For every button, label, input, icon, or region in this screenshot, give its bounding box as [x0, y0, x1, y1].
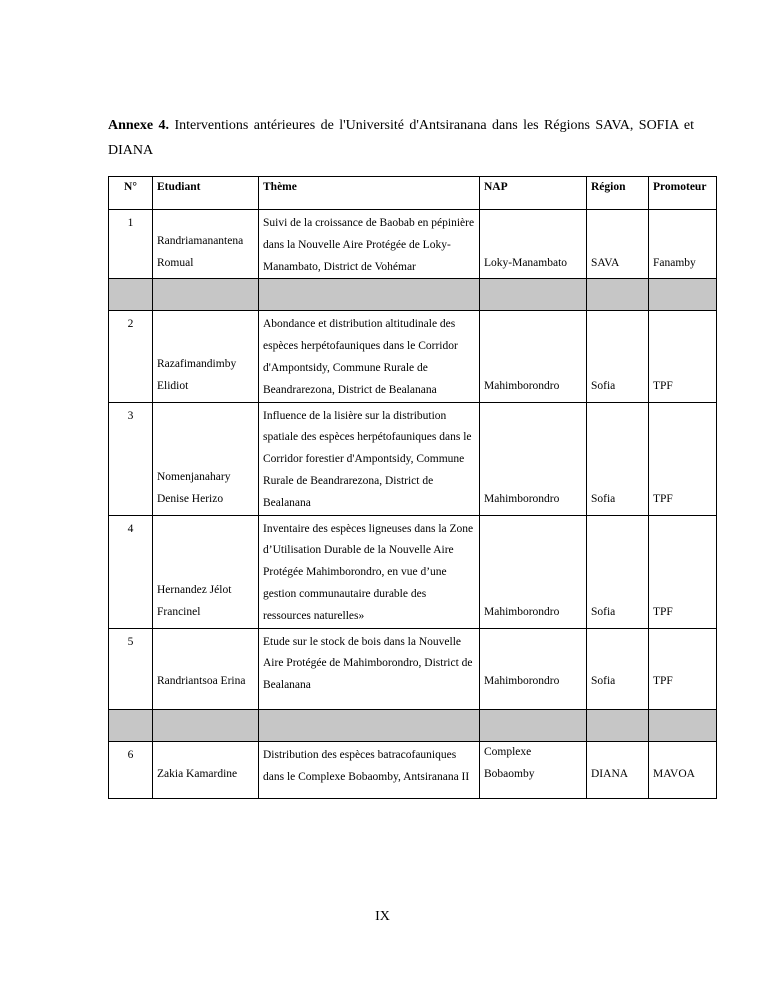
annex-heading [108, 113, 694, 163]
row-region: Sofia [587, 402, 649, 515]
annex-label: Annexe 4. [108, 118, 170, 133]
row-num: 6 [109, 741, 153, 798]
row-theme: Suivi de la croissance de Baobab en pépinière dans la Nouvelle Aire Protégée de Loky-Manambato, District de Vohémar [259, 210, 480, 279]
row-num: 3 [109, 402, 153, 515]
header-promoteur: Promoteur [649, 177, 717, 210]
table-separator-row [109, 279, 717, 311]
row-num: 4 [109, 515, 153, 628]
row-region: Sofia [587, 311, 649, 402]
table-separator-row [109, 709, 717, 741]
row-region: DIANA [587, 741, 649, 798]
row-theme: Etude sur le stock de bois dans la Nouvelle Aire Protégée de Mahimborondro, District de Bealanana [259, 628, 480, 709]
table-row [109, 515, 717, 628]
table-row [109, 741, 717, 798]
row-nap: Mahimborondro [480, 311, 587, 402]
header-theme: Thème [259, 177, 480, 210]
row-etudiant: Hernandez Jélot Francinel [153, 515, 259, 628]
row-region: Sofia [587, 628, 649, 709]
row-region: SAVA [587, 210, 649, 279]
row-promoteur: TPF [649, 311, 717, 402]
row-promoteur: TPF [649, 628, 717, 709]
row-theme: Influence de la lisière sur la distribution spatiale des espèces herpétofauniques dans le Corridor forestier d'Ampontsidy, Commune Rurale de Beandrarezona, District de Bealanana [259, 402, 480, 515]
row-promoteur: MAVOA [649, 741, 717, 798]
row-promoteur: TPF [649, 402, 717, 515]
header-nap: NAP [480, 177, 587, 210]
row-etudiant: Randriantsoa Erina [153, 628, 259, 709]
row-nap: Loky-Manambato [480, 210, 587, 279]
row-num: 5 [109, 628, 153, 709]
row-nap: Complexe Bobaomby [480, 741, 587, 798]
row-promoteur: Fanamby [649, 210, 717, 279]
row-theme: Abondance et distribution altitudinale des espèces herpétofauniques dans le Corridor d'Ampontsidy, Commune Rurale de Beandrarezona, District de Bealanana [259, 311, 480, 402]
table-row [109, 311, 717, 402]
table-row [109, 210, 717, 279]
header-region: Région [587, 177, 649, 210]
annex-title: Interventions antérieures de l'Université d'Antsiranana dans les Régions SAVA, SOFIA et DIANA [108, 118, 694, 158]
row-nap: Mahimborondro [480, 402, 587, 515]
interventions-table [108, 176, 717, 799]
row-promoteur: TPF [649, 515, 717, 628]
row-region: Sofia [587, 515, 649, 628]
header-num: N° [109, 177, 153, 210]
row-etudiant: Zakia Kamardine [153, 741, 259, 798]
row-etudiant: Randriamanantena Romual [153, 210, 259, 279]
table-row [109, 402, 717, 515]
row-num: 2 [109, 311, 153, 402]
page-number: IX [375, 909, 390, 924]
row-theme: Inventaire des espèces ligneuses dans la Zone d’Utilisation Durable de la Nouvelle Aire Protégée Mahimborondro, en vue d’une gestion communautaire durable des ressources naturelles» [259, 515, 480, 628]
row-nap: Mahimborondro [480, 628, 587, 709]
table-header-row [109, 177, 717, 210]
row-theme: Distribution des espèces batracofauniques dans le Complexe Bobaomby, Antsiranana II [259, 741, 480, 798]
row-nap: Mahimborondro [480, 515, 587, 628]
row-num: 1 [109, 210, 153, 279]
table-row [109, 628, 717, 709]
row-etudiant: Nomenjanahary Denise Herizo [153, 402, 259, 515]
header-etudiant: Etudiant [153, 177, 259, 210]
row-etudiant: Razafimandimby Elidiot [153, 311, 259, 402]
